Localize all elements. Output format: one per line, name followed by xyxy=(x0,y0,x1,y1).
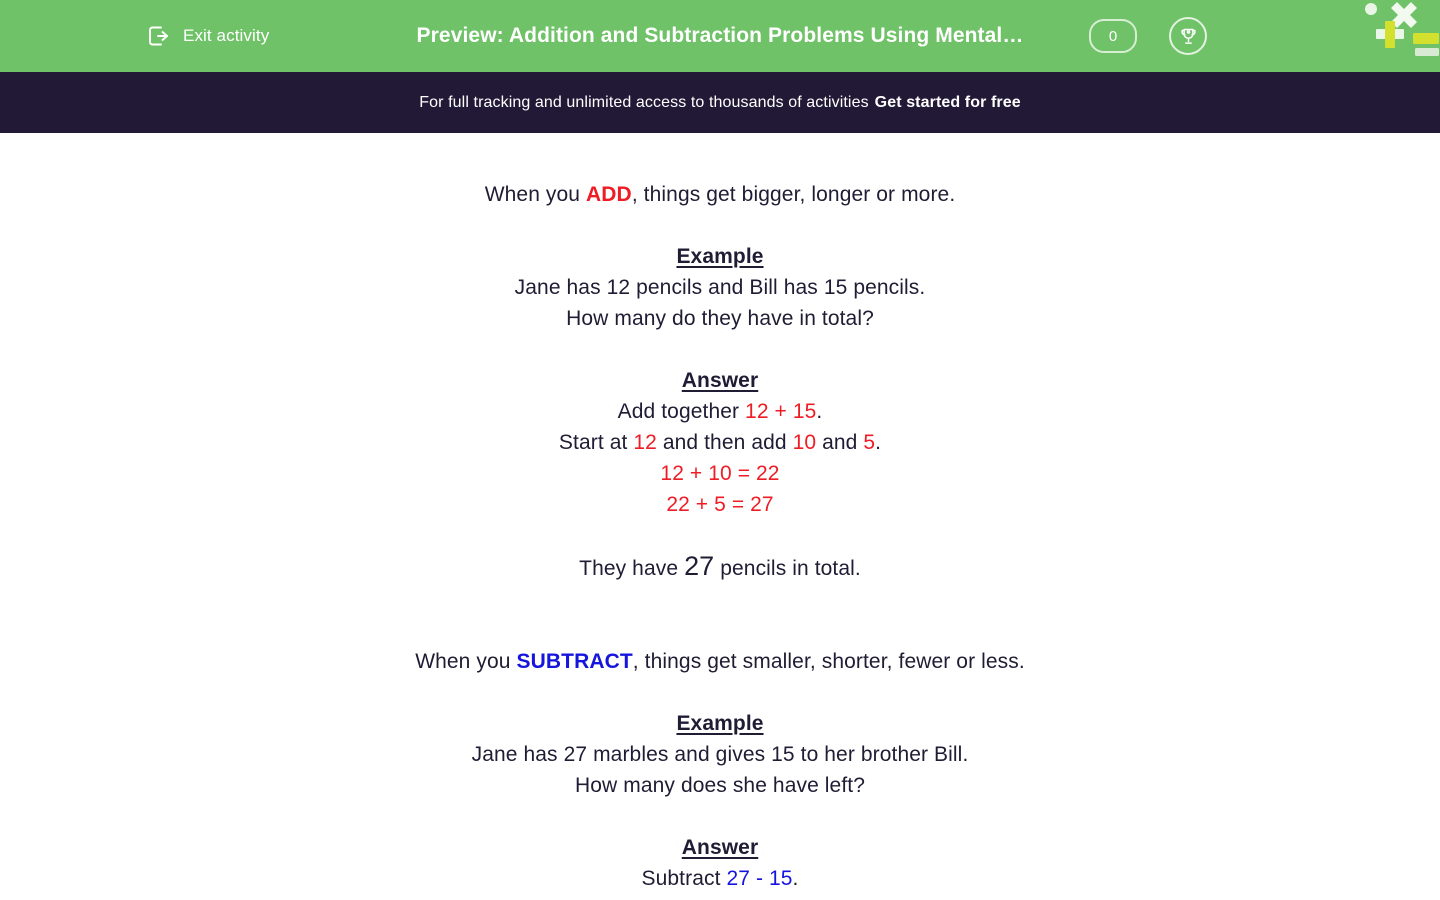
step2-number-3: 5 xyxy=(863,431,876,454)
step2-number-2: 10 xyxy=(792,431,817,454)
subtraction-answer-step-1 xyxy=(0,863,1440,894)
decorative-shapes xyxy=(1350,0,1440,62)
conclusion-prefix: They have xyxy=(579,557,685,580)
step1-suffix: . xyxy=(816,400,823,423)
upgrade-banner xyxy=(0,72,1440,133)
subtraction-rule-prefix: When you xyxy=(415,650,517,673)
step2-text-a: Start at xyxy=(558,431,634,454)
addition-calculation-2: 22 + 5 = 27 xyxy=(666,493,774,516)
addition-example-line-2: How many do they have in total? xyxy=(566,307,874,330)
spacer xyxy=(0,334,1440,365)
step1-prefix: Add together xyxy=(617,400,746,423)
subtraction-example-heading: Example xyxy=(676,712,764,735)
lesson-content xyxy=(0,133,1440,894)
step2-text-d: . xyxy=(875,431,882,454)
score-value: 0 xyxy=(1108,27,1118,45)
subtract-keyword: SUBTRACT xyxy=(516,650,633,673)
spacer xyxy=(0,584,1440,646)
activity-title: Preview: Addition and Subtraction Problems Using Mental… xyxy=(416,24,1024,47)
spacer xyxy=(0,210,1440,241)
step2-number-1: 12 xyxy=(633,431,657,454)
addition-calculation-1: 12 + 10 = 22 xyxy=(660,462,780,485)
conclusion-number: 27 xyxy=(684,551,715,581)
achievements-button[interactable] xyxy=(1169,17,1207,55)
addition-example-line-1: Jane has 12 pencils and Bill has 15 pencils. xyxy=(514,276,926,299)
app-header xyxy=(0,0,1440,72)
sub-step1-prefix: Subtract xyxy=(641,867,727,890)
exit-door-arrow-icon xyxy=(144,21,174,51)
exit-activity-button[interactable] xyxy=(144,0,269,72)
subtraction-answer-heading: Answer xyxy=(681,836,759,859)
spacer xyxy=(0,677,1440,708)
spacer xyxy=(0,801,1440,832)
addition-answer-heading: Answer xyxy=(681,369,759,392)
exit-activity-label: Exit activity xyxy=(183,26,270,45)
subtraction-rule-suffix: , things get smaller, shorter, fewer or less. xyxy=(632,650,1025,673)
conclusion-suffix: pencils in total. xyxy=(714,557,861,580)
subtraction-example-line-1: Jane has 27 marbles and gives 15 to her brother Bill. xyxy=(471,743,969,766)
addition-answer-step-2 xyxy=(0,427,1440,458)
sub-step1-suffix: . xyxy=(792,867,799,890)
sub-step1-expression: 27 - 15 xyxy=(726,867,793,890)
add-keyword: ADD xyxy=(586,183,632,206)
subtraction-rule-line xyxy=(0,646,1440,677)
addition-rule-suffix: , things get bigger, longer or more. xyxy=(631,183,956,206)
get-started-link[interactable]: Get started for free xyxy=(874,93,1021,111)
upgrade-banner-text: For full tracking and unlimited access to thousands of activities xyxy=(419,93,869,111)
addition-answer-step-1 xyxy=(0,396,1440,427)
addition-rule-line xyxy=(0,179,1440,210)
subtraction-example-line-2: How many does she have left? xyxy=(575,774,865,797)
spacer xyxy=(0,520,1440,551)
step2-text-b: and then add xyxy=(656,431,793,454)
trophy-icon xyxy=(1178,26,1199,47)
step2-text-c: and xyxy=(816,431,864,454)
addition-rule-prefix: When you xyxy=(484,183,587,206)
score-badge[interactable] xyxy=(1089,19,1137,53)
addition-conclusion xyxy=(0,551,1440,584)
step1-expression: 12 + 15 xyxy=(745,400,817,423)
addition-example-heading: Example xyxy=(676,245,764,268)
